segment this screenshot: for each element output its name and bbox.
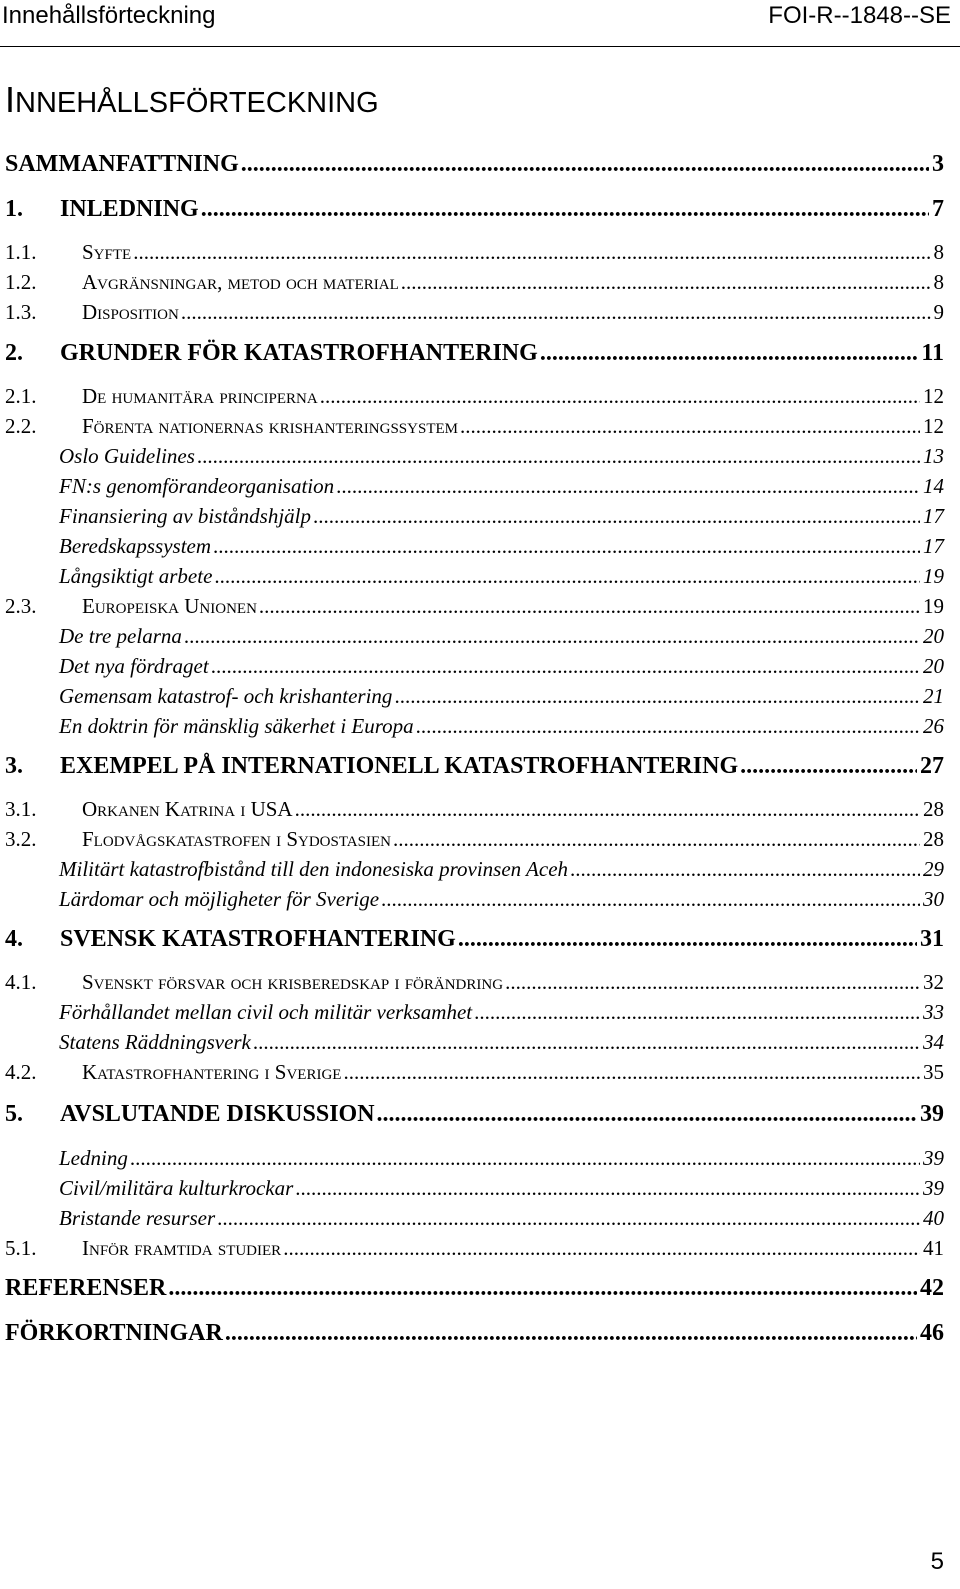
toc-entry-number: 1.1. [5,240,37,264]
toc-dot-leader [197,444,920,469]
header-report-number: FOI-R--1848--SE [768,2,951,29]
toc-entry[interactable] [0,414,944,439]
toc-entry-page: 28 [923,797,944,821]
toc-dot-leader [377,1101,917,1128]
toc-entry-page: 30 [923,887,944,911]
toc-dot-leader [460,414,920,439]
toc-dot-leader [214,564,920,589]
toc-entry-page: 32 [923,970,944,994]
toc-entry-label: Långsiktigt arbete [59,564,213,588]
toc-entry-label: Europeiska Unionen [82,594,257,618]
toc-entry[interactable] [0,300,944,325]
toc-entry[interactable] [0,1206,944,1231]
toc-entry-label: Gemensam katastrof- och krishantering [59,684,393,708]
toc-dot-leader [474,1000,920,1025]
toc-entry-label: Svenskt försvar och krisberedskap i förändring [82,970,504,994]
toc-dot-leader [259,594,920,619]
header-section-title: Innehållsförteckning [2,2,216,29]
toc-entry-page: 46 [920,1320,944,1346]
toc-entry[interactable] [0,1000,944,1025]
toc-entry-page: 19 [923,564,944,588]
toc-entry[interactable] [0,887,944,912]
toc-entry-page: 28 [923,827,944,851]
toc-entry-page: 31 [920,926,944,952]
toc-dot-leader [540,340,919,367]
toc-dot-leader [394,684,920,709]
toc-dot-leader [401,270,931,295]
toc-entry-number: 1.3. [5,300,37,324]
toc-entry[interactable] [0,1176,944,1201]
page-number: 5 [930,1548,944,1575]
toc-entry-page: 19 [923,594,944,618]
toc-entry-label: FN:s genomförandeorganisation [59,474,335,498]
toc-dot-leader [505,970,920,995]
toc-entry[interactable] [0,926,944,953]
toc-entry-label: Civil/militära kulturkrockar [59,1176,294,1200]
toc-entry-number: 1.2. [5,270,37,294]
toc-entry-page: 13 [923,444,944,468]
toc-entry-label: Oslo Guidelines [59,444,195,468]
toc-entry-page: 3 [932,151,944,177]
toc-entry-page: 12 [923,414,944,438]
toc-entry[interactable] [0,474,944,499]
toc-entry-label: Avgränsningar, metod och material [82,270,399,294]
toc-entry-label: Förenta nationernas krishanteringssystem [82,414,458,438]
toc-entry-label: Lärdomar och möjligheter för Sverige [59,887,380,911]
toc-dot-leader [181,300,931,325]
toc-entry-label: Inför framtida studier [82,1236,282,1260]
toc-entry[interactable] [0,1146,944,1171]
toc-entry-label: En doktrin för mänsklig säkerhet i Europa [59,714,414,738]
toc-entry[interactable] [0,270,944,295]
toc-entry-page: 17 [923,504,944,528]
toc-entry[interactable] [0,151,944,178]
toc-entry-number: 2.2. [5,414,37,438]
toc-entry-page: 42 [920,1275,944,1301]
toc-entry[interactable] [0,970,944,995]
toc-dot-leader [283,1236,920,1261]
toc-entry[interactable] [0,857,944,882]
toc-entry-label: Det nya fördraget [59,654,209,678]
toc-entry-page: 20 [923,624,944,648]
toc-entry[interactable] [0,1236,944,1261]
toc-entry[interactable] [0,240,944,265]
toc-dot-leader [130,1146,920,1171]
toc-dot-leader [458,926,917,953]
toc-entry-page: 40 [923,1206,944,1230]
toc-dot-leader [295,797,920,822]
toc-dot-leader [217,1206,920,1231]
toc-entry[interactable] [0,564,944,589]
toc-entry-label: Förhållandet mellan civil och militär verksamhet [59,1000,473,1024]
toc-entry[interactable] [0,1275,944,1302]
toc-entry[interactable] [0,1060,944,1085]
toc-dot-leader [184,624,920,649]
toc-entry-number: 2.3. [5,594,37,618]
toc-entry-label: Statens Räddningsverk [59,1030,251,1054]
toc-entry[interactable] [0,196,944,223]
toc-entry-page: 39 [923,1176,944,1200]
toc-dot-leader [313,504,920,529]
toc-entry-page: 41 [923,1236,944,1260]
toc-entry-page: 21 [923,684,944,708]
toc-entry-label: Disposition [82,300,179,324]
toc-entry-number: 4. [5,926,23,952]
toc-entry-page: 8 [933,240,944,264]
toc-entry[interactable] [0,444,944,469]
toc-entry[interactable] [0,797,944,822]
toc-entry-label: REFERENSER [5,1275,167,1301]
toc-entry[interactable] [0,384,944,409]
toc-entry-number: 3.1. [5,797,37,821]
toc-dot-leader [211,654,920,679]
title-rest: NNEHÅLLSFÖRTECKNING [15,87,379,119]
toc-dot-leader [343,1060,920,1085]
toc-entry-label: FÖRKORTNINGAR [5,1320,223,1346]
toc-entry[interactable] [0,340,944,367]
toc-entry[interactable] [0,684,944,709]
toc-entry[interactable] [0,827,944,852]
toc-entry-label: GRUNDER FÖR KATASTROFHANTERING [60,340,538,366]
toc-entry-page: 39 [923,1146,944,1170]
toc-entry-label: Beredskapssystem [59,534,212,558]
toc-dot-leader [393,827,920,852]
toc-entry-page: 27 [920,753,944,779]
toc-entry-number: 5.1. [5,1236,37,1260]
toc-dot-leader [225,1320,917,1347]
toc-dot-leader [241,151,929,178]
toc-entry-number: 2. [5,340,23,366]
toc-entry-number: 4.2. [5,1060,37,1084]
toc-entry-page: 39 [920,1101,944,1127]
toc-entry-label: INLEDNING [60,196,199,222]
toc-entry-label: Katastrofhantering i Sverige [82,1060,342,1084]
toc-entry-label: De tre pelarna [59,624,182,648]
toc-entry-page: 11 [921,340,944,366]
toc-entry-label: EXEMPEL PÅ INTERNATIONELL KATASTROFHANTERING [60,753,739,779]
toc-dot-leader [213,534,920,559]
toc-entry-page: 14 [923,474,944,498]
toc-entry-page: 29 [923,857,944,881]
toc-entry-page: 12 [923,384,944,408]
toc-entry[interactable] [0,654,944,679]
toc-entry-page: 7 [932,196,944,222]
toc-entry[interactable] [0,534,944,559]
toc-entry[interactable] [0,1030,944,1055]
toc-entry[interactable] [0,504,944,529]
toc-dot-leader [416,714,920,739]
toc-entry-page: 8 [933,270,944,294]
toc-entry-label: SVENSK KATASTROFHANTERING [60,926,456,952]
toc-entry[interactable] [0,753,944,780]
toc-entry-page: 33 [923,1000,944,1024]
toc-entry-label: Syfte [82,240,132,264]
toc-entry-number: 1. [5,196,23,222]
toc-entry-label: Militärt katastrofbistånd till den indonesiska provinsen Aceh [59,857,569,881]
toc-entry-page: 35 [923,1060,944,1084]
toc-dot-leader [168,1275,917,1302]
toc-entry-page: 17 [923,534,944,558]
toc-entry-number: 3.2. [5,827,37,851]
toc-entry[interactable] [0,1101,944,1128]
toc-entry-page: 9 [933,300,944,324]
toc-dot-leader [295,1176,920,1201]
toc-entry-label: Finansiering av biståndshjälp [59,504,311,528]
toc-dot-leader [320,384,920,409]
toc-entry[interactable] [0,594,944,619]
toc-entry-number: 2.1. [5,384,37,408]
toc-dot-leader [740,753,917,780]
toc-entry-page: 26 [923,714,944,738]
toc-dot-leader [201,196,929,223]
toc-entry-label: SAMMANFATTNING [5,151,239,177]
toc-entry-label: Ledning [59,1146,128,1170]
toc-entry-label: Bristande resurser [59,1206,216,1230]
toc-entry[interactable] [0,624,944,649]
toc-entry-label: De humanitära principerna [82,384,318,408]
toc-dot-leader [336,474,920,499]
toc-entry-number: 4.1. [5,970,37,994]
toc-entry[interactable] [0,1320,944,1347]
toc-entry-page: 34 [923,1030,944,1054]
toc-entry-number: 5. [5,1101,23,1127]
toc-entry-page: 20 [923,654,944,678]
toc-entry-label: Flodvågskatastrofen i Sydostasien [82,827,391,851]
toc-entry[interactable] [0,714,944,739]
toc-entry-label: AVSLUTANDE DISKUSSION [60,1101,375,1127]
toc-entry-number: 3. [5,753,23,779]
toc-dot-leader [253,1030,920,1055]
toc-dot-leader [381,887,920,912]
toc-entry-label: Orkanen Katrina i USA [82,797,293,821]
title-initial: I [5,79,16,120]
toc-dot-leader [570,857,920,882]
toc-dot-leader [133,240,930,265]
